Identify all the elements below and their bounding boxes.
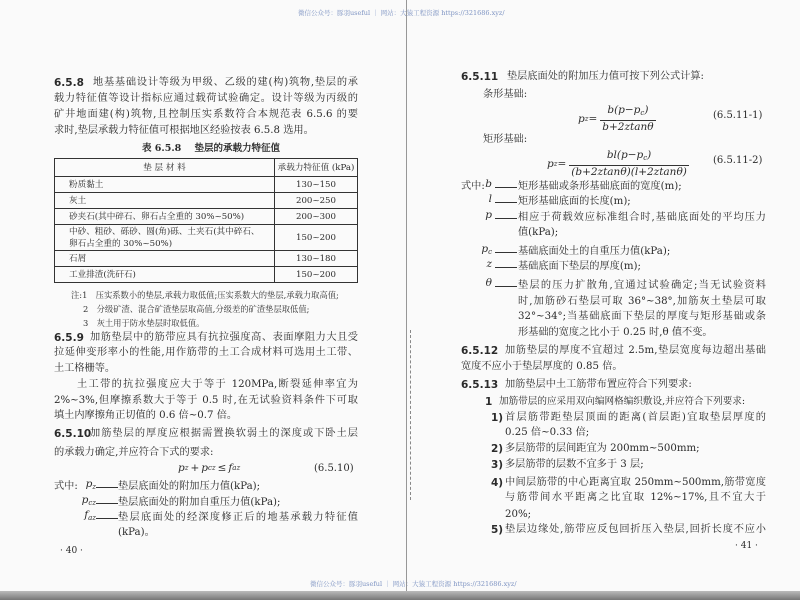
formula-symbol: p bbox=[178, 462, 185, 474]
def-text: 基础底面处土的自重压力值(kPa); bbox=[518, 246, 671, 257]
text-line: 垫层边缘处,筋带应反包回折压入垫层,回折长度不应小 bbox=[505, 524, 766, 535]
def-symbol: z bbox=[486, 258, 492, 270]
em-dash bbox=[96, 487, 118, 488]
table-header: 承载力特征值 (kPa) bbox=[275, 159, 358, 177]
table-caption-label: 表 6.5.8 bbox=[142, 143, 182, 154]
section-number: 6.5.9 bbox=[54, 332, 84, 344]
def-symbol: b bbox=[485, 178, 492, 190]
table-note: 2 分级矿渣、混合矿渣垫层取高值,分级差的矿渣垫层取低值; bbox=[83, 304, 310, 314]
def-symbol: $f_{az}$ bbox=[84, 509, 96, 522]
table-cell: 200~300 bbox=[275, 209, 358, 225]
watermark-bottom: 微信公众号：豚羽useful ｜ 网站：大猿工程资源 https://321686.xyz/ bbox=[310, 580, 517, 588]
scan-edge bbox=[0, 591, 800, 600]
section-number: 6.5.10 bbox=[54, 428, 92, 440]
table-row bbox=[55, 251, 358, 267]
fraction: $\frac{bl(p-p_c)}{(b+2ztan\theta)(l+2ztan\theta)}$ bbox=[571, 149, 687, 178]
text-line: 矿井地面建(构)筑物,且控制压实系数符合本规范表 6.5.6 的要 bbox=[54, 109, 358, 120]
table-header: 垫 层 材 料 bbox=[55, 159, 275, 177]
formula-symbol: p bbox=[201, 462, 208, 474]
em-dash bbox=[495, 252, 517, 253]
text-line: 加筋垫层的厚度不宜超过 2.5m,垫层宽度每边超出基础 bbox=[505, 345, 766, 356]
formula-6-5-11-1: p z = $\frac{b(p-p_c)}{b+2ztan\theta}$ bbox=[578, 104, 654, 133]
formula-subscript: cz bbox=[207, 464, 216, 472]
subitem-number: 1) bbox=[491, 412, 504, 424]
table-cell: 中砂、粗砂、砾砂、圆(角)砾、土夹石(其中碎石、卵石占全重的 30%~50%) bbox=[55, 225, 275, 251]
text-line: 拉延伸变形率小的性能,用作筋带的土工合成材料可选用土工带、 bbox=[54, 347, 358, 358]
text-line: 多层筋带的层数不宜多于 3 层; bbox=[505, 459, 644, 470]
text-line: 与筋带间水平距离之比宜取 12%~17%,且不宜大于 bbox=[505, 492, 766, 503]
table-caption bbox=[142, 142, 280, 156]
em-dash bbox=[495, 187, 517, 188]
table-cell: 石屑 bbox=[55, 251, 275, 267]
text-line: 20%; bbox=[505, 509, 532, 520]
table-note: 注:1 压实系数小的垫层,承载力取低值;压实系数大的垫层,承载力取高值; bbox=[71, 290, 339, 300]
section-number: 6.5.11 bbox=[461, 71, 499, 83]
subitem-number: 5) bbox=[491, 524, 504, 536]
subheading-rect-foundation: 矩形基础: bbox=[483, 134, 528, 145]
def-text: 相应于荷载效应标准组合时,基础底面处的平均压力 bbox=[518, 212, 766, 223]
def-text: (kPa)。 bbox=[118, 527, 155, 538]
formula-subscript: az bbox=[232, 464, 241, 472]
def-text: 时,加筋砂石垫层可取 36°~38°,加筋灰土垫层可取 bbox=[518, 296, 766, 307]
formula-subscript: z bbox=[184, 464, 189, 472]
table-cell: 砂夹石(其中碎石、卵石占全重的 30%~50%) bbox=[55, 209, 275, 225]
em-dash bbox=[96, 518, 118, 519]
em-dash bbox=[495, 267, 517, 268]
table-note: 3 灰土用于防水垫层时取低值。 bbox=[83, 318, 205, 328]
table-cell: 工业排渣(洗矸石) bbox=[55, 267, 275, 283]
where-label: 式中: bbox=[461, 181, 485, 192]
text-line: 0.25 倍~0.33 倍; bbox=[505, 427, 590, 438]
watermark-top: 微信公众号：豚羽useful ｜ 网站：大猿工程资源 https://321686.xyz/ bbox=[298, 9, 505, 17]
subheading-strip-foundation: 条形基础: bbox=[483, 89, 528, 100]
table-cell: 灰土 bbox=[55, 193, 275, 209]
page-gutter-line bbox=[406, 0, 407, 600]
text-line: 垫层底面处的附加压力值可按下列公式计算: bbox=[507, 71, 704, 82]
def-text: 基础底面下垫层的厚度(m); bbox=[518, 261, 641, 272]
bearing-capacity-table bbox=[54, 158, 358, 283]
formula-6-5-11-2: p z = $\frac{bl(p-p_c)}{(b+2ztan\theta)(l+2ztan\theta)}$ bbox=[547, 149, 687, 178]
subitem-number: 2) bbox=[491, 443, 504, 455]
def-symbol: p bbox=[485, 209, 492, 221]
text-line: 载力特征值等设计指标应通过载荷试验确定。设计等级为丙级的 bbox=[54, 93, 358, 104]
text-line: 土工格栅等。 bbox=[54, 363, 116, 374]
fraction: $\frac{b(p-p_c)}{b+2ztan\theta}$ bbox=[602, 104, 654, 133]
text-line: 2%~3%,但摩擦系数大于等于 0.5 时,在无试验资料条件下可取 bbox=[54, 395, 358, 406]
text-line: 求时,垫层承载力特征值可根据地区经验按表 6.5.8 选用。 bbox=[54, 125, 314, 136]
subitem-number: 4) bbox=[491, 477, 504, 489]
table-caption-title: 垫层的承载力特征值 bbox=[194, 143, 281, 154]
table-cell: 150~200 bbox=[275, 267, 358, 283]
em-dash bbox=[495, 202, 517, 203]
text-line: 中间层筋带的中心距离宜取 250mm~500mm,筋带宽度 bbox=[505, 477, 766, 488]
def-text: 垫层底面处的附加压力值(kPa); bbox=[118, 481, 261, 492]
def-symbol: $p_z$ bbox=[85, 478, 96, 491]
table-row bbox=[55, 225, 358, 251]
text-line: 的承载力确定,并应符合下式的要求: bbox=[54, 447, 214, 458]
table-row bbox=[55, 177, 358, 193]
table-row bbox=[55, 193, 358, 209]
def-text: 形基础的宽度之比小于 0.25 时,θ 值不变。 bbox=[518, 327, 713, 338]
table-cell: 200~250 bbox=[275, 193, 358, 209]
em-dash bbox=[495, 218, 517, 219]
text-line: 首层筋带距垫层顶面的距离(首层距)宜取垫层厚度的 bbox=[505, 412, 766, 423]
em-dash bbox=[96, 503, 118, 504]
item-number: 1 bbox=[485, 396, 493, 408]
text-line: 宽度不应小于垫层厚度的 0.85 倍。 bbox=[461, 361, 623, 372]
page-edge-line bbox=[410, 330, 412, 500]
table-cell: 150~200 bbox=[275, 225, 358, 251]
formula-6-5-10 bbox=[178, 462, 240, 474]
equation-number: (6.5.10) bbox=[314, 463, 354, 474]
page-number: · 40 · bbox=[60, 546, 83, 556]
text-line: 地基基础设计等级为甲级、乙级的建(构)筑物,垫层的承 bbox=[93, 77, 358, 88]
text-line: 加筋带层的应采用双向编网格编织敷设,并应符合下列要求: bbox=[499, 396, 746, 407]
def-text: 垫层底面处的附加自重压力值(kPa); bbox=[118, 497, 281, 508]
formula-symbol: f bbox=[228, 462, 233, 474]
def-text: 32°~34°;当基础底面下垫层的厚度与矩形基础或条 bbox=[518, 311, 766, 322]
subitem-number: 3) bbox=[491, 459, 504, 471]
def-symbol: l bbox=[488, 193, 492, 205]
page-number: · 41 · bbox=[735, 541, 758, 551]
text-line: 加筋垫层中的筋带应具有抗拉强度高、表面摩阻力大且受 bbox=[90, 332, 358, 343]
text-line: 加筋垫层的厚度应根据需置换软弱土的深度或下卧土层 bbox=[90, 428, 358, 439]
def-text: 值(kPa); bbox=[518, 227, 559, 238]
table-cell: 130~150 bbox=[275, 177, 358, 193]
text-line: 多层筋带的层间距宜为 200mm~500mm; bbox=[505, 443, 700, 454]
equation-number: (6.5.11-2) bbox=[713, 155, 763, 166]
em-dash bbox=[495, 286, 517, 287]
formula-operator: + bbox=[190, 462, 200, 474]
def-symbol: $p_c$ bbox=[481, 243, 492, 256]
text-line: 加筋垫层中土工筋带布置应符合下列要求: bbox=[505, 379, 692, 390]
def-text: 矩形基础或条形基础底面的宽度(m); bbox=[518, 181, 682, 192]
formula-operator: ≤ bbox=[217, 462, 227, 474]
section-number: 6.5.13 bbox=[461, 379, 499, 391]
def-text: 垫层底面处的经深度修正后的地基承载力特征值 bbox=[118, 512, 358, 523]
section-number: 6.5.8 bbox=[54, 77, 84, 89]
def-text: 垫层的压力扩散角,宜通过试验确定;当无试验资料 bbox=[518, 280, 766, 291]
table-row bbox=[55, 209, 358, 225]
text-line: 填土内摩擦角正切值的 0.6 倍~0.7 倍。 bbox=[54, 410, 238, 421]
def-symbol: θ bbox=[485, 277, 492, 289]
def-symbol: $p_{cz}$ bbox=[81, 494, 96, 507]
text-line: 土工带的抗拉强度应大于等于 120MPa,断裂延伸率宜为 bbox=[77, 379, 358, 390]
table-row bbox=[55, 267, 358, 283]
table-header-row bbox=[55, 159, 358, 177]
where-label: 式中: bbox=[54, 481, 78, 492]
section-number: 6.5.12 bbox=[461, 345, 499, 357]
table-cell: 130~180 bbox=[275, 251, 358, 267]
equation-number: (6.5.11-1) bbox=[713, 110, 763, 121]
table-cell: 粉质黏土 bbox=[55, 177, 275, 193]
def-text: 矩形基础底面的长度(m); bbox=[518, 196, 631, 207]
